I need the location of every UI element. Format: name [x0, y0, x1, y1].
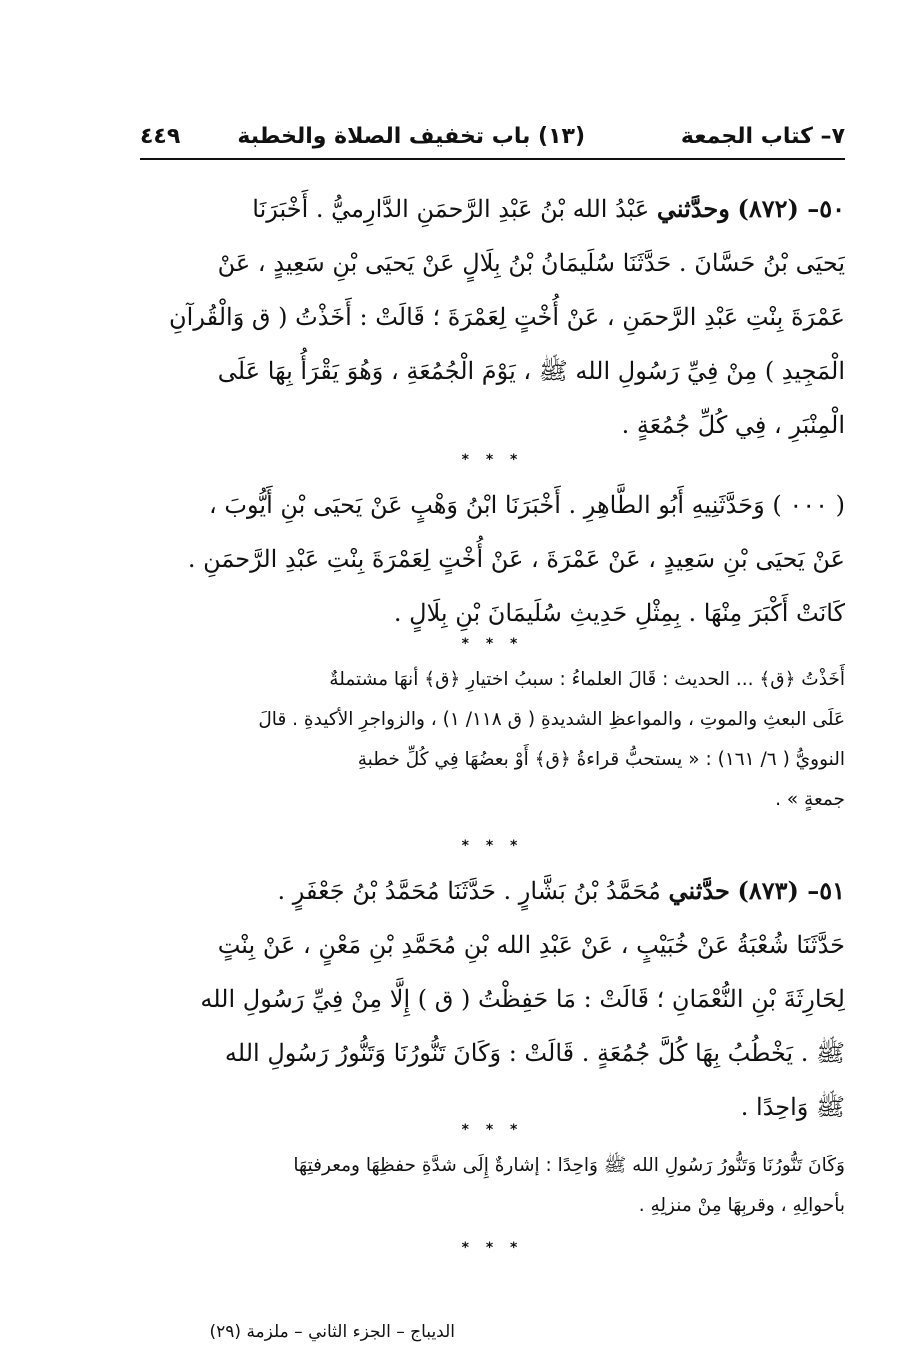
page-number: ٤٤٩	[140, 124, 181, 149]
hadith-intro: حدَّثني	[668, 876, 730, 905]
note-1-line-2: عَلَى البعثِ والموتِ ، والمواعظِ الشديدةِ ( ق ١١٨/ ١) ، والزواجرِ الأكيدةِ . قالَ	[258, 709, 845, 730]
hadith-873-line-5: ﷺ وَاحِدًا .	[740, 1093, 845, 1121]
hadith-872-line-5: الْمِنْبَرِ ، فِي كُلِّ جُمُعَةٍ .	[621, 411, 845, 439]
hadith-872	[140, 182, 845, 452]
chapter-title: (١٣) باب تخفيف الصلاة والخطبة	[237, 124, 585, 149]
separator-stars: * * *	[461, 636, 524, 652]
header-rule	[140, 158, 845, 160]
commentary-note-2	[140, 1146, 845, 1226]
separator-stars: * * *	[461, 1240, 524, 1256]
book-title: ٧– كتاب الجمعة	[680, 124, 845, 149]
separator-stars: * * *	[461, 838, 524, 854]
note-2-line-1: وَكَانَ تَنُّورُنَا وَتَنُّورُ رَسُولِ الله ﷺ وَاحِدًا : إشارةٌ إِلَى شدَّةِ حفظِهَا ومعرفتِهَا	[293, 1155, 845, 1176]
running-header	[140, 118, 845, 158]
note-1-line-1: أَخَذْتُ ﴿ق﴾ ... الحديث : قَالَ العلماءُ : سببُ اختيارِ ﴿ق﴾ أنهَا مشتملةٌ	[329, 669, 845, 690]
separator-stars: * * *	[461, 452, 524, 468]
note-1-line-3: النوويُّ ( ٦/ ١٦١) : « يستحبُّ قراءةُ ﴿ق﴾ أَوْ بعضُهَا فِي كُلِّ خطبةِ	[357, 749, 845, 770]
hadith-text: عَبْدُ الله بْنُ عَبْدِ الرَّحمَنِ الدَّارِميُّ . أَخْبَرَنَا	[252, 195, 650, 223]
hadith-number: ٥٠– (٨٧٢)	[737, 194, 845, 223]
hadith-872b-line-3: كَانَتْ أَكْبَرَ مِنْهَا . بِمِثْلِ حَدِيثِ سُلَيمَانَ بْنِ بِلَالٍ .	[393, 599, 845, 627]
hadith-872-line-3: عَمْرَةَ بِنْتِ عَبْدِ الرَّحمَنِ ، عَنْ أُخْتٍ لِعَمْرَةَ ؛ قَالَتْ : أَخَذْتُ ( ق وَالْقُرآنِ	[169, 303, 845, 331]
hadith-872-line-1	[140, 182, 845, 236]
hadith-873-line-3: لِحَارِثَةَ بْنِ النُّعْمَانِ ؛ قَالَتْ : مَا حَفِظْتُ ( ق ) إِلَّا مِنْ فِيِّ رَسُولِ الله	[200, 985, 845, 1013]
separator-stars: * * *	[461, 1122, 524, 1138]
hadith-intro: وحدَّثني	[656, 194, 730, 223]
hadith-873-line-2: حَدَّثَنَا شُعْبَةُ عَنْ خُبَيْبٍ ، عَنْ عَبْدِ الله بْنِ مُحَمَّدِ بْنِ مَعْنٍ ، عَنْ بِنْتٍ	[217, 931, 845, 959]
hadith-872-chain	[140, 478, 845, 640]
hadith-text: مُحَمَّدُ بْنُ بَشَّارٍ . حَدَّثَنَا مُحَمَّدُ بْنُ جَعْفَرٍ .	[277, 877, 661, 905]
hadith-872b-line-2: عَنْ يَحيَى بْنِ سَعِيدٍ ، عَنْ عَمْرَةَ ، عَنْ أُخْتٍ لِعَمْرَةَ بِنْتِ عَبْدِ الرَّحمَنِ .	[187, 545, 845, 573]
signature-footer: الديباج – الجزء الثاني – ملزمة (٢٩)	[209, 1322, 455, 1342]
note-2-line-2: بأحوالِهِ ، وقربِهَا مِنْ منزلِهِ .	[638, 1195, 845, 1216]
hadith-873-line-1	[140, 864, 845, 918]
hadith-number: ٥١– (٨٧٣)	[737, 876, 845, 905]
hadith-873-line-4: ﷺ . يَخْطُبُ بِهَا كُلَّ جُمُعَةٍ . قَالَتْ : وَكَانَ تَنُّورُنَا وَتَنُّورُ رَسُولِ الله	[224, 1039, 845, 1067]
hadith-873	[140, 864, 845, 1134]
commentary-note-1	[140, 660, 845, 820]
hadith-872-line-2: يَحيَى بْنُ حَسَّانَ . حَدَّثَنَا سُلَيمَانُ بْنُ بِلَالٍ عَنْ يَحيَى بْنِ سَعِيدٍ ، عَنْ	[217, 249, 845, 277]
hadith-872-line-4: الْمَجِيدِ ) مِنْ فِيِّ رَسُولِ الله ﷺ ، يَوْمَ الْجُمُعَةِ ، وَهُوَ يَقْرَأُ بِهَا عَلَى	[217, 357, 845, 385]
hadith-872b-line-1: ( ٠٠٠ ) وَحَدَّثَنِيهِ أَبُو الطَّاهِرِ . أَخْبَرَنَا ابْنُ وَهْبٍ عَنْ يَحيَى بْنِ أَيُّوبَ ،	[209, 491, 845, 519]
note-1-line-4: جمعةٍ » .	[775, 789, 845, 810]
